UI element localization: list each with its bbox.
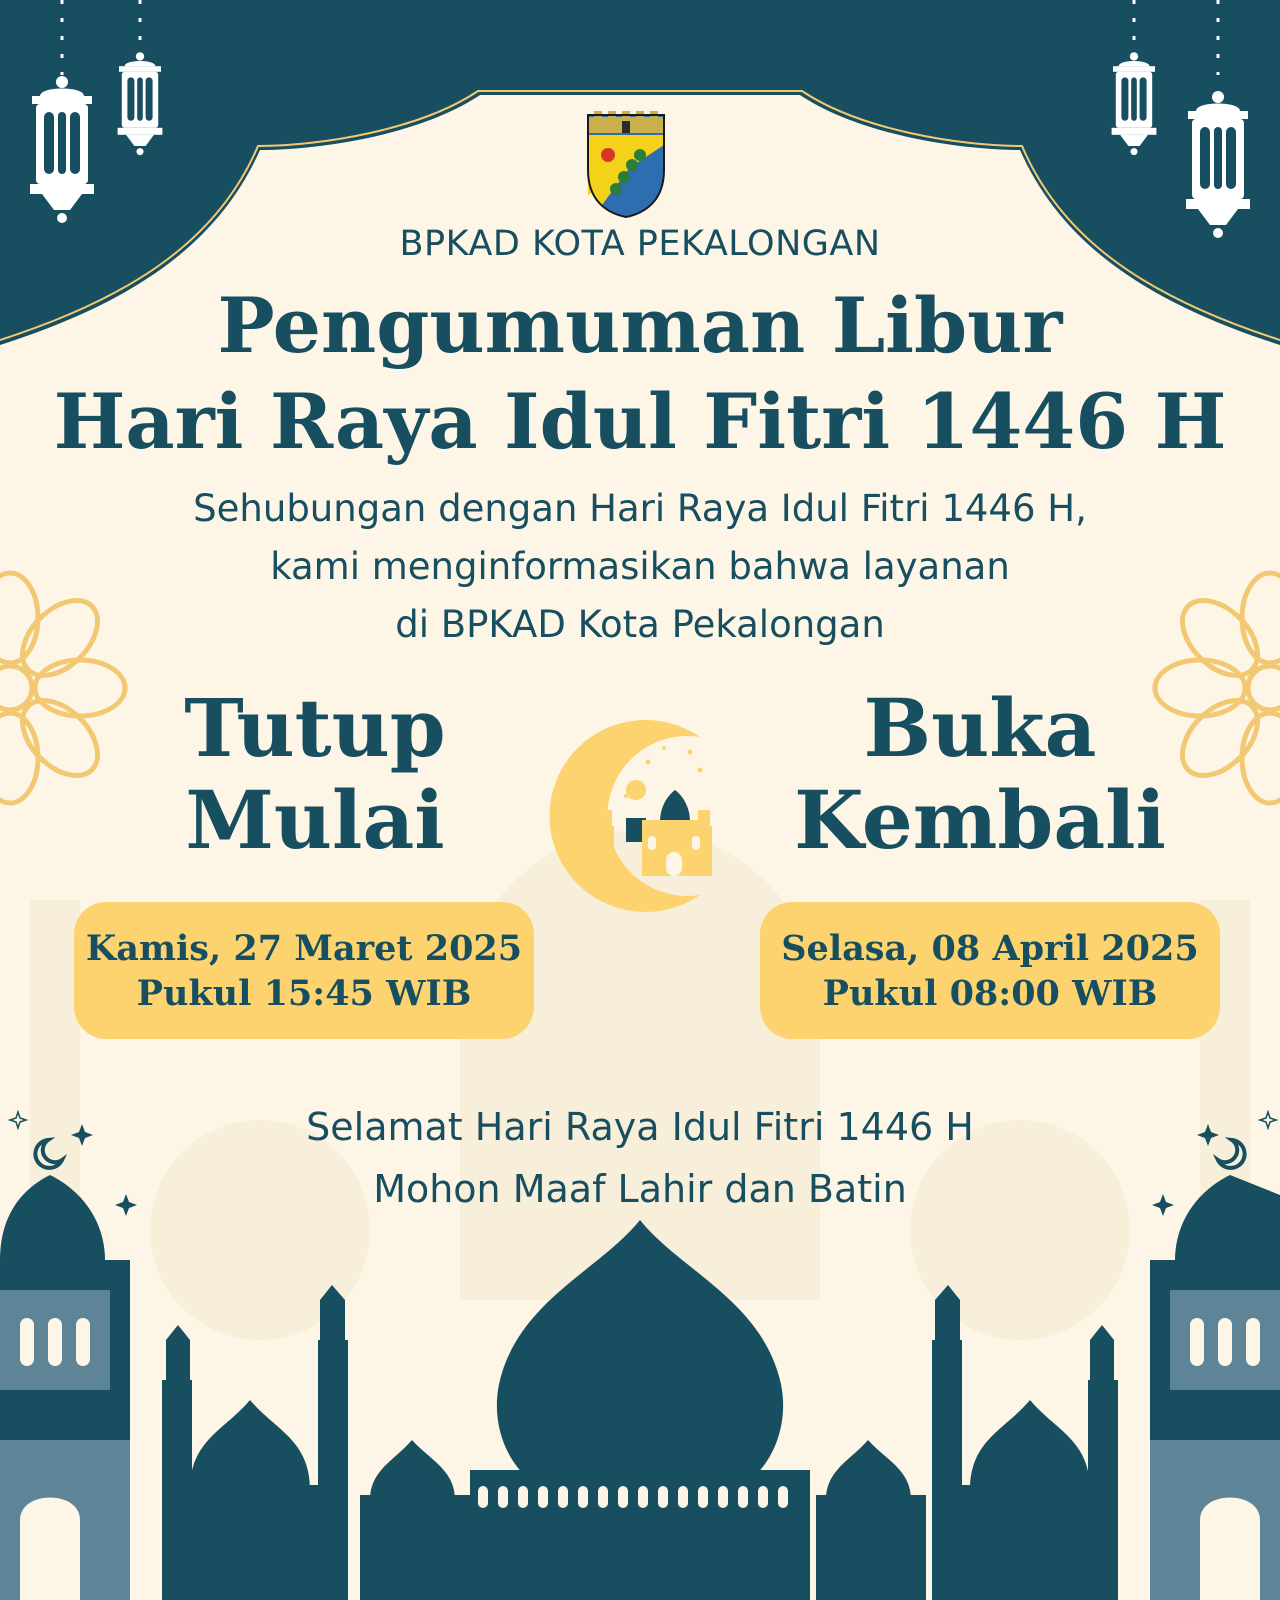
intro-line-3: di BPKAD Kota Pekalongan [395,603,885,646]
closing-date: Kamis, 27 Maret 2025 [85,928,523,969]
reopening-heading-line-1: Buka [863,681,1097,775]
greeting-line-2: Mohon Maaf Lahir dan Batin [373,1167,907,1211]
greeting-line-1: Selamat Hari Raya Idul Fitri 1446 H [306,1105,974,1149]
closing-heading [95,682,535,866]
closing-time: Pukul 15:45 WIB [136,973,472,1014]
closing-heading-line-2: Mulai [185,773,445,867]
intro-text [0,480,1280,654]
organization-name: BPKAD KOTA PEKALONGAN [399,224,881,264]
greeting-text [0,1096,1280,1220]
reopening-heading [760,682,1200,866]
reopening-date: Selasa, 08 April 2025 [781,928,1199,969]
closing-heading-line-1: Tutup [184,681,446,775]
title-line-1: Pengumuman Libur [217,281,1063,370]
reopening-time: Pukul 08:00 WIB [822,973,1158,1014]
page-title [0,278,1280,470]
closing-date-badge [74,902,534,1039]
intro-line-1: Sehubungan dengan Hari Raya Idul Fitri 1446 H, [193,487,1087,530]
intro-line-2: kami menginformasikan bahwa layanan [270,545,1010,588]
reopening-heading-line-2: Kembali [794,773,1166,867]
reopening-date-badge [760,902,1220,1039]
title-line-2: Hari Raya Idul Fitri 1446 H [53,377,1227,466]
